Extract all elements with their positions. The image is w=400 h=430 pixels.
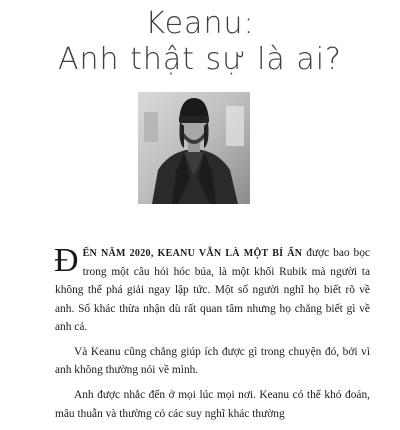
portrait-illustration <box>138 92 250 204</box>
paragraph-1 <box>55 244 370 336</box>
chapter-title <box>0 6 400 78</box>
drop-cap: Đ <box>54 242 79 279</box>
chapter-title-line-2: Anh thật sự là ai? <box>58 42 342 77</box>
chapter-body <box>55 244 370 430</box>
paragraph-1-lead: ẾN NĂM 2020, KEANU VẪN LÀ MỘT BÍ ẨN <box>82 248 303 259</box>
paragraph-3: Anh được nhắc đến ở mọi lúc mọi nơi. Keanu có thể khó đoán, mâu thuẫn và thường có các suy nghĩ khác thường <box>55 389 370 420</box>
chapter-title-line-1: Keanu: <box>145 6 255 41</box>
paragraph-1-text: được bao bọc trong một câu hỏi hóc búa, là một khối Rubik mà người ta không thể phá giải ngay lập tức. Một số người nghĩ họ biết rõ về anh. Số khác thừa nhận dù rất quan tâm nhưng họ chẳng biết gì về anh cả. <box>55 247 370 333</box>
paragraph-2: Và Keanu cũng chẳng giúp ích được gì trong chuyện đó, bởi vì anh không thường nói về mình. <box>55 346 370 377</box>
portrait-photo <box>138 92 250 204</box>
